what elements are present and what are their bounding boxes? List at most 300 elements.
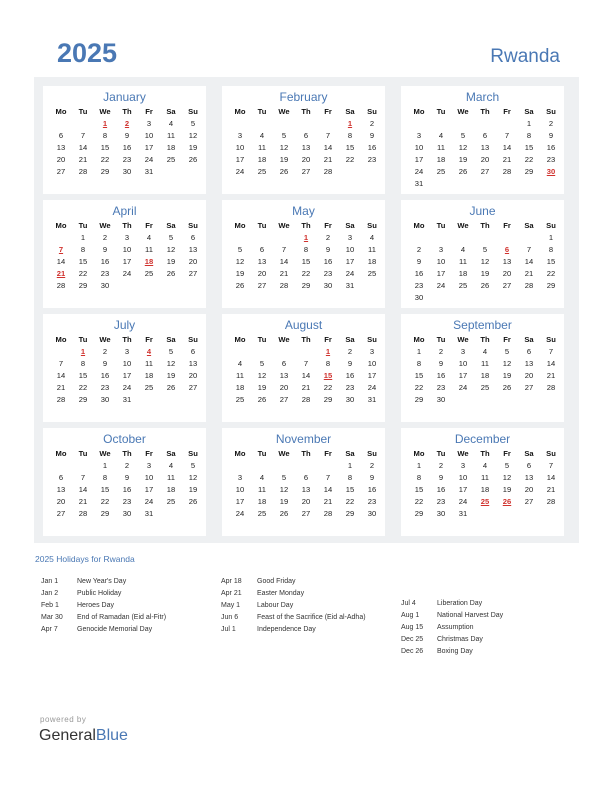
- holiday-day-cell: 1: [80, 347, 86, 356]
- day-cell: 26: [279, 167, 289, 176]
- weekday-label: Th: [301, 335, 311, 344]
- day-cell: 20: [56, 155, 66, 164]
- day-cell: 10: [122, 245, 132, 254]
- empty-day-cell: [496, 394, 518, 406]
- weekday-label: Th: [480, 107, 490, 116]
- day-cell: 26: [188, 155, 198, 164]
- holiday-date: Apr 18: [221, 578, 242, 585]
- day-cell: 13: [524, 473, 534, 482]
- day-cell: 17: [122, 371, 132, 380]
- empty-day-cell: [229, 460, 251, 472]
- empty-day-cell: [474, 394, 496, 406]
- weekday-header: [43, 105, 206, 118]
- holiday-name: Christmas Day: [437, 636, 483, 643]
- day-cell: 3: [369, 347, 375, 356]
- weekday-label: Sa: [166, 107, 176, 116]
- day-cell: 20: [188, 371, 198, 380]
- empty-day-cell: [430, 232, 452, 244]
- weekday-label: Fr: [324, 221, 332, 230]
- empty-day-cell: [496, 232, 518, 244]
- day-cell: 22: [345, 497, 355, 506]
- calendar-year: 2025: [57, 38, 118, 68]
- day-cell: 25: [458, 281, 468, 290]
- day-cell: 5: [281, 473, 287, 482]
- day-cell: 18: [480, 371, 490, 380]
- day-cell: 2: [438, 461, 444, 470]
- day-cell: 16: [100, 257, 110, 266]
- weekday-label: We: [99, 449, 111, 458]
- brand-text-general: General: [39, 727, 96, 744]
- day-cell: 11: [236, 371, 244, 380]
- day-cell: 14: [78, 485, 88, 494]
- day-cell: 1: [416, 461, 422, 470]
- day-cell: 30: [323, 281, 333, 290]
- day-cell: 12: [166, 359, 176, 368]
- day-cell: 30: [436, 509, 446, 518]
- day-cell: 28: [323, 167, 333, 176]
- day-cell: 7: [80, 131, 86, 140]
- day-cell: 21: [78, 497, 88, 506]
- day-cell: 15: [78, 371, 88, 380]
- day-cell: 12: [502, 473, 512, 482]
- day-cell: 11: [258, 143, 266, 152]
- day-cell: 25: [367, 269, 377, 278]
- week-row: [222, 484, 385, 496]
- week-row: [401, 244, 564, 256]
- weekday-label: Th: [122, 221, 132, 230]
- day-cell: 7: [526, 245, 532, 254]
- day-cell: 27: [301, 509, 311, 518]
- day-cell: 2: [102, 347, 108, 356]
- weekday-label: Fr: [503, 107, 511, 116]
- weekday-label: We: [278, 335, 290, 344]
- weekday-label: Sa: [166, 449, 176, 458]
- weekday-label: Fr: [145, 449, 153, 458]
- day-cell: 3: [237, 473, 243, 482]
- holiday-day-cell: 1: [325, 347, 331, 356]
- week-row: [401, 232, 564, 244]
- holiday-name: Good Friday: [257, 578, 296, 585]
- day-cell: 5: [460, 131, 466, 140]
- day-cell: 30: [436, 395, 446, 404]
- weekday-label: Su: [546, 221, 556, 230]
- day-cell: 28: [546, 383, 556, 392]
- day-cell: 1: [526, 119, 532, 128]
- weekday-label: Mo: [234, 335, 246, 344]
- weekday-label: Th: [480, 449, 490, 458]
- day-cell: 12: [188, 473, 198, 482]
- weekday-label: Mo: [55, 107, 67, 116]
- day-cell: 8: [325, 359, 331, 368]
- holiday-day-cell: 26: [502, 497, 512, 506]
- day-cell: 29: [524, 167, 534, 176]
- weekday-header: [401, 219, 564, 232]
- day-cell: 31: [345, 281, 355, 290]
- holiday-item: [41, 588, 166, 600]
- holiday-name: Independence Day: [257, 626, 316, 633]
- month-april: [43, 200, 206, 308]
- week-row: [401, 292, 564, 304]
- day-cell: 15: [546, 257, 556, 266]
- weekday-label: Th: [122, 449, 132, 458]
- day-cell: 30: [122, 509, 132, 518]
- holiday-date: Apr 7: [41, 626, 58, 633]
- empty-day-cell: [295, 118, 317, 130]
- day-cell: 3: [124, 347, 130, 356]
- weekday-label: Fr: [145, 107, 153, 116]
- day-cell: 8: [303, 245, 309, 254]
- weekday-label: Tu: [436, 221, 446, 230]
- weekday-label: Fr: [324, 449, 332, 458]
- day-cell: 31: [458, 509, 468, 518]
- empty-day-cell: [160, 508, 182, 520]
- day-cell: 4: [237, 359, 243, 368]
- holiday-name: Labour Day: [257, 602, 294, 609]
- holiday-name: Public Holiday: [77, 590, 122, 597]
- day-cell: 3: [124, 233, 130, 242]
- brand-text-blue: Blue: [95, 727, 128, 744]
- day-cell: 4: [482, 461, 488, 470]
- day-cell: 16: [367, 143, 377, 152]
- empty-day-cell: [273, 118, 295, 130]
- day-cell: 7: [325, 473, 331, 482]
- weekday-label: Tu: [78, 335, 88, 344]
- day-cell: 10: [144, 131, 154, 140]
- day-cell: 11: [258, 485, 266, 494]
- day-cell: 26: [166, 269, 176, 278]
- day-cell: 12: [166, 245, 176, 254]
- day-cell: 17: [144, 143, 154, 152]
- weekday-label: Sa: [345, 449, 355, 458]
- day-cell: 13: [502, 257, 512, 266]
- empty-day-cell: [452, 292, 474, 304]
- day-cell: 8: [347, 131, 353, 140]
- empty-day-cell: [496, 118, 518, 130]
- empty-day-cell: [138, 280, 160, 292]
- empty-day-cell: [50, 346, 72, 358]
- week-row: [401, 166, 564, 178]
- empty-day-cell: [496, 178, 518, 190]
- week-row: [43, 496, 206, 508]
- day-cell: 16: [414, 269, 424, 278]
- weekday-header: [222, 447, 385, 460]
- weekday-label: Sa: [524, 107, 534, 116]
- empty-day-cell: [474, 178, 496, 190]
- day-cell: 10: [144, 473, 154, 482]
- weekday-label: Mo: [55, 335, 67, 344]
- weekday-label: Su: [367, 221, 377, 230]
- weekday-label: Fr: [503, 335, 511, 344]
- day-cell: 25: [257, 509, 267, 518]
- day-cell: 14: [279, 257, 289, 266]
- holiday-date: Aug 1: [401, 612, 420, 619]
- day-cell: 21: [524, 269, 534, 278]
- day-cell: 18: [458, 269, 468, 278]
- day-cell: 14: [524, 257, 534, 266]
- week-row: [43, 382, 206, 394]
- weekday-label: Mo: [55, 449, 67, 458]
- weekday-label: Sa: [524, 449, 534, 458]
- day-cell: 24: [436, 281, 446, 290]
- weekday-label: Th: [301, 221, 311, 230]
- day-cell: 11: [145, 245, 153, 254]
- day-cell: 6: [526, 461, 532, 470]
- day-cell: 19: [257, 383, 267, 392]
- empty-day-cell: [540, 292, 562, 304]
- weekday-label: Fr: [503, 221, 511, 230]
- day-cell: 28: [78, 167, 88, 176]
- day-cell: 29: [100, 167, 110, 176]
- day-cell: 7: [548, 347, 554, 356]
- day-cell: 24: [345, 269, 355, 278]
- day-cell: 5: [168, 233, 174, 242]
- day-cell: 27: [480, 167, 490, 176]
- day-cell: 4: [438, 131, 444, 140]
- weekday-label: Sa: [524, 221, 534, 230]
- day-cell: 12: [235, 257, 245, 266]
- holiday-day-cell: 6: [504, 245, 510, 254]
- day-cell: 9: [102, 359, 108, 368]
- day-cell: 25: [166, 155, 176, 164]
- empty-day-cell: [452, 232, 474, 244]
- week-row: [401, 268, 564, 280]
- week-row: [43, 166, 206, 178]
- day-cell: 1: [416, 347, 422, 356]
- empty-day-cell: [452, 118, 474, 130]
- day-cell: 24: [458, 497, 468, 506]
- empty-day-cell: [229, 232, 251, 244]
- day-cell: 26: [502, 383, 512, 392]
- empty-day-cell: [116, 280, 138, 292]
- day-cell: 23: [546, 155, 556, 164]
- day-cell: 17: [458, 485, 468, 494]
- day-cell: 12: [279, 143, 289, 152]
- week-row: [222, 382, 385, 394]
- day-cell: 11: [481, 473, 489, 482]
- holiday-date: Jul 4: [401, 600, 416, 607]
- empty-day-cell: [72, 460, 94, 472]
- holiday-day-cell: 7: [58, 245, 64, 254]
- day-cell: 11: [368, 245, 376, 254]
- day-cell: 21: [502, 155, 512, 164]
- weekday-label: Fr: [324, 335, 332, 344]
- day-cell: 7: [58, 359, 64, 368]
- day-cell: 25: [166, 497, 176, 506]
- holiday-name: End of Ramadan (Eid al-Fitr): [77, 614, 167, 621]
- holiday-date: May 1: [221, 602, 241, 609]
- weekday-label: Tu: [436, 449, 446, 458]
- week-row: [401, 346, 564, 358]
- empty-day-cell: [72, 118, 94, 130]
- week-row: [43, 244, 206, 256]
- week-row: [43, 154, 206, 166]
- day-cell: 2: [369, 119, 375, 128]
- day-cell: 26: [480, 281, 490, 290]
- day-cell: 22: [414, 497, 424, 506]
- day-cell: 27: [524, 383, 534, 392]
- day-cell: 29: [100, 509, 110, 518]
- empty-day-cell: [273, 346, 295, 358]
- month-february: [222, 86, 385, 194]
- weekday-label: Mo: [234, 449, 246, 458]
- day-cell: 7: [303, 359, 309, 368]
- empty-day-cell: [273, 232, 295, 244]
- holiday-item: [221, 588, 366, 600]
- day-cell: 8: [102, 131, 108, 140]
- day-cell: 19: [188, 485, 198, 494]
- day-cell: 27: [279, 395, 289, 404]
- weekday-label: We: [278, 449, 290, 458]
- day-cell: 6: [58, 131, 64, 140]
- holiday-name: Easter Monday: [257, 590, 305, 597]
- day-cell: 14: [301, 371, 311, 380]
- holiday-date: Dec 26: [401, 648, 424, 655]
- weekday-label: Tu: [257, 449, 267, 458]
- day-cell: 22: [100, 155, 110, 164]
- day-cell: 19: [279, 155, 289, 164]
- weekday-label: Sa: [345, 107, 355, 116]
- holiday-column: [401, 598, 503, 658]
- day-cell: 25: [257, 167, 267, 176]
- day-cell: 16: [345, 371, 355, 380]
- day-cell: 9: [416, 257, 422, 266]
- day-cell: 15: [100, 485, 110, 494]
- day-cell: 2: [325, 233, 331, 242]
- day-cell: 7: [325, 131, 331, 140]
- day-cell: 23: [414, 281, 424, 290]
- day-cell: 30: [367, 509, 377, 518]
- day-cell: 12: [502, 359, 512, 368]
- month-title: June: [469, 204, 496, 218]
- day-cell: 6: [526, 347, 532, 356]
- day-cell: 21: [279, 269, 289, 278]
- empty-day-cell: [452, 178, 474, 190]
- day-cell: 2: [347, 347, 353, 356]
- weekday-label: We: [278, 221, 290, 230]
- week-row: [401, 382, 564, 394]
- day-cell: 5: [482, 245, 488, 254]
- day-cell: 19: [166, 257, 176, 266]
- month-december: [401, 428, 564, 536]
- day-cell: 10: [235, 143, 245, 152]
- day-cell: 30: [345, 395, 355, 404]
- brand-logo: [39, 727, 128, 745]
- week-row: [401, 130, 564, 142]
- holiday-item: [401, 634, 503, 646]
- day-cell: 31: [144, 509, 154, 518]
- day-cell: 20: [188, 257, 198, 266]
- month-march: [401, 86, 564, 194]
- weekday-label: Sa: [166, 335, 176, 344]
- week-row: [222, 268, 385, 280]
- day-cell: 4: [369, 233, 375, 242]
- week-row: [222, 280, 385, 292]
- day-cell: 20: [524, 485, 534, 494]
- empty-day-cell: [408, 232, 430, 244]
- day-cell: 27: [188, 269, 198, 278]
- weekday-label: Sa: [166, 221, 176, 230]
- day-cell: 13: [56, 485, 66, 494]
- weekday-label: Tu: [436, 107, 446, 116]
- day-cell: 3: [460, 461, 466, 470]
- month-title: August: [284, 318, 323, 332]
- day-cell: 9: [369, 131, 375, 140]
- week-row: [401, 358, 564, 370]
- day-cell: 25: [144, 383, 154, 392]
- day-cell: 25: [235, 395, 245, 404]
- day-cell: 28: [78, 509, 88, 518]
- day-cell: 22: [78, 383, 88, 392]
- day-cell: 20: [301, 155, 311, 164]
- holiday-date: Dec 25: [401, 636, 424, 643]
- day-cell: 4: [168, 119, 174, 128]
- month-title: April: [112, 204, 137, 218]
- empty-day-cell: [317, 118, 339, 130]
- day-cell: 2: [102, 233, 108, 242]
- empty-day-cell: [229, 118, 251, 130]
- day-cell: 8: [80, 359, 86, 368]
- day-cell: 2: [416, 245, 422, 254]
- holiday-item: [221, 600, 366, 612]
- day-cell: 18: [166, 143, 176, 152]
- day-cell: 14: [56, 371, 66, 380]
- day-cell: 19: [235, 269, 245, 278]
- day-cell: 24: [122, 269, 132, 278]
- day-cell: 13: [301, 485, 311, 494]
- day-cell: 26: [166, 383, 176, 392]
- weekday-label: We: [278, 107, 290, 116]
- week-row: [43, 142, 206, 154]
- day-cell: 8: [347, 473, 353, 482]
- day-cell: 6: [58, 473, 64, 482]
- day-cell: 12: [458, 143, 468, 152]
- day-cell: 24: [144, 497, 154, 506]
- empty-day-cell: [160, 166, 182, 178]
- day-cell: 5: [504, 461, 510, 470]
- weekday-label: We: [457, 107, 469, 116]
- day-cell: 18: [257, 155, 267, 164]
- day-cell: 14: [323, 485, 333, 494]
- weekday-label: Tu: [257, 335, 267, 344]
- weekday-label: Su: [367, 449, 377, 458]
- day-cell: 4: [146, 233, 152, 242]
- day-cell: 20: [56, 497, 66, 506]
- day-cell: 10: [235, 485, 245, 494]
- day-cell: 24: [414, 167, 424, 176]
- day-cell: 4: [482, 347, 488, 356]
- day-cell: 9: [548, 131, 554, 140]
- day-cell: 22: [301, 269, 311, 278]
- holiday-day-cell: 1: [347, 119, 353, 128]
- holiday-day-cell: 2: [124, 119, 130, 128]
- week-row: [43, 394, 206, 406]
- day-cell: 13: [188, 359, 198, 368]
- day-cell: 27: [56, 509, 66, 518]
- holiday-item: [401, 622, 503, 634]
- country-name: Rwanda: [490, 46, 560, 67]
- day-cell: 10: [436, 257, 446, 266]
- week-row: [401, 118, 564, 130]
- empty-day-cell: [229, 346, 251, 358]
- day-cell: 11: [481, 359, 489, 368]
- day-cell: 2: [438, 347, 444, 356]
- empty-day-cell: [518, 292, 540, 304]
- day-cell: 9: [438, 359, 444, 368]
- day-cell: 27: [524, 497, 534, 506]
- empty-day-cell: [518, 178, 540, 190]
- day-cell: 1: [548, 233, 554, 242]
- holiday-day-cell: 18: [144, 257, 154, 266]
